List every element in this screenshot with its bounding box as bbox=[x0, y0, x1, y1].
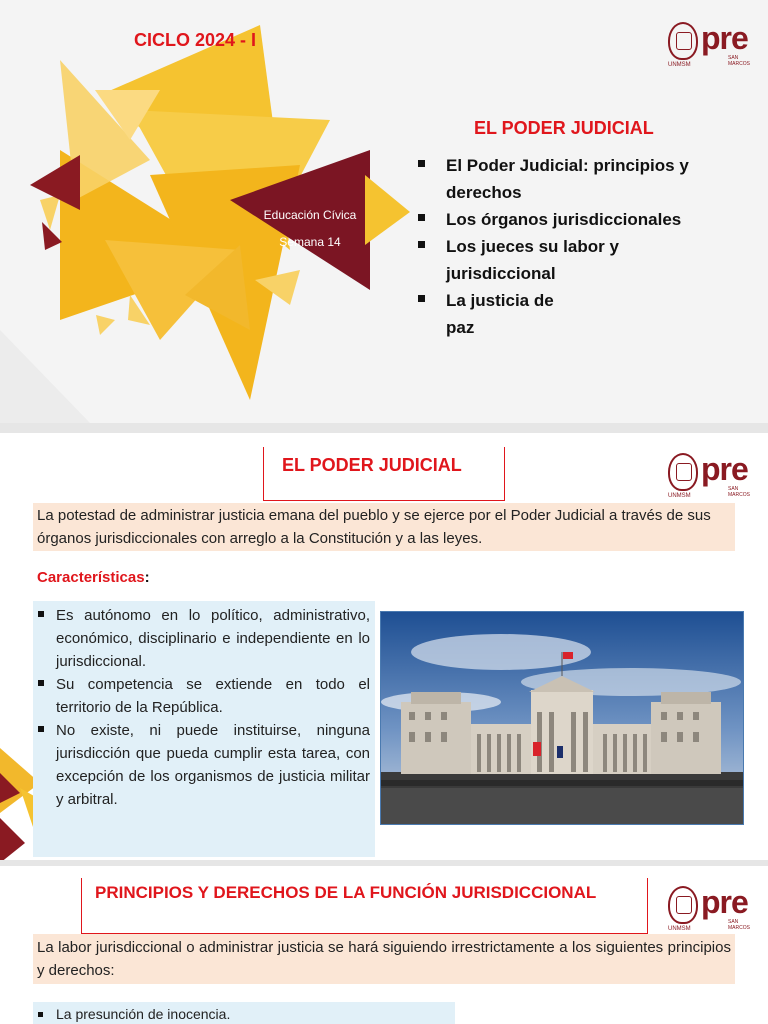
logo-brand: pre bbox=[701, 20, 748, 56]
logo-org: UNMSM bbox=[668, 493, 691, 499]
list-item: Los jueces su labor y jurisdiccional bbox=[418, 233, 728, 287]
slide-title: EL PODER JUDICIAL bbox=[474, 118, 654, 138]
topic-list bbox=[418, 152, 728, 341]
slide-principios bbox=[0, 866, 768, 1024]
list-item: Los órganos jurisdiccionales bbox=[418, 206, 728, 233]
list-item: La presunción de inocencia. bbox=[38, 1006, 230, 1022]
pre-logo bbox=[668, 886, 758, 936]
list-item: Su competencia se extiende en todo el territorio de la República. bbox=[36, 673, 370, 719]
palace-of-justice-photo bbox=[380, 611, 744, 825]
list-item: Es autónomo en lo político, administrativo, económico, disciplinario e independiente en lo jurisdiccional. bbox=[36, 604, 370, 673]
logo-brand: pre bbox=[701, 884, 748, 920]
week-label: Semana 14 bbox=[279, 235, 341, 249]
unmsm-seal-icon bbox=[668, 453, 698, 491]
characteristics-heading: Características: bbox=[37, 569, 150, 586]
slide-title: PRINCIPIOS Y DERECHOS DE LA FUNCIÓN JURISDICCIONAL bbox=[95, 883, 597, 902]
unmsm-seal-icon bbox=[668, 22, 698, 60]
logo-sub: SAN MARCOS bbox=[728, 55, 750, 67]
principles-list bbox=[38, 1006, 230, 1022]
pre-logo bbox=[668, 22, 758, 72]
logo-org: UNMSM bbox=[668, 926, 691, 932]
slide-title: EL PODER JUDICIAL bbox=[282, 455, 462, 475]
principles-intro: La labor jurisdiccional o administrar justicia se hará siguiendo irrestrictamente a los siguientes principios y derechos: bbox=[33, 934, 735, 984]
logo-org: UNMSM bbox=[668, 62, 691, 68]
logo-sub: SAN MARCOS bbox=[728, 919, 750, 931]
course-name: Educación Cívica bbox=[263, 208, 357, 222]
logo-brand: pre bbox=[701, 451, 748, 487]
pre-logo bbox=[668, 453, 758, 503]
definition-text: La potestad de administrar justicia emana del pueblo y se ejerce por el Poder Judicial a través de sus órganos jurisdiccionales con arreglo a la Constitución y a las leyes. bbox=[33, 503, 735, 551]
list-item: La justicia de paz bbox=[418, 287, 576, 341]
characteristics-list bbox=[36, 604, 370, 811]
logo-sub: SAN MARCOS bbox=[728, 486, 750, 498]
cycle-label: CICLO 2024 - I bbox=[134, 30, 257, 50]
slide-cover bbox=[0, 0, 768, 423]
unmsm-seal-icon bbox=[668, 886, 698, 924]
slide-poder-judicial bbox=[0, 433, 768, 860]
list-item: No existe, ni puede instituirse, ninguna jurisdicción que pueda cumplir esta tarea, con excepción de los organismos de justicia militar y arbitral. bbox=[36, 719, 370, 811]
list-item: El Poder Judicial: principios y derechos bbox=[418, 152, 728, 206]
